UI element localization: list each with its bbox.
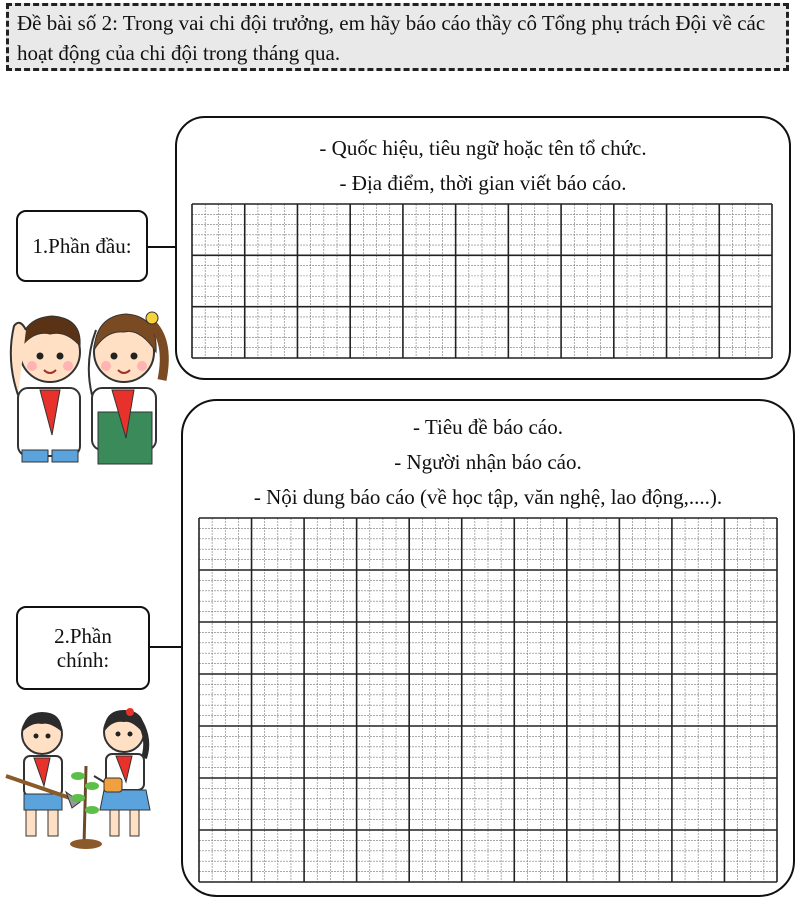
writing-grid-2[interactable] [198,517,778,883]
boy-saluting-figure [11,316,80,462]
writing-grid-1[interactable] [191,203,773,359]
students-saluting-illustration [0,300,175,465]
section-2-line-2: - Người nhận báo cáo. [394,450,582,474]
girl-watering-figure [94,708,150,836]
section-1-label [16,210,148,282]
section-1-line-2: - Địa điểm, thời gian viết báo cáo. [339,171,627,195]
students-planting-tree-illustration [0,706,175,851]
section-2-line-1: - Tiêu đề báo cáo. [413,415,563,439]
section-1-connector [148,246,176,248]
boy-digging-figure [6,712,80,836]
section-1-label-text: 1.Phần đầu: [32,234,132,258]
section-2-label-line2: chính: [56,648,110,672]
section-1-line-1: - Quốc hiệu, tiêu ngữ hoặc tên tổ chức. [319,136,647,160]
assignment-prompt-text: Đề bài số 2: Trong vai chi đội trưởng, em hãy báo cáo thầy cô Tổng phụ trách Đội về các hoạt động của chi đội trong tháng qua. [17,11,766,65]
girl-saluting-figure [89,312,164,464]
assignment-prompt [6,3,789,71]
section-2-label [16,606,150,690]
section-2-connector [150,646,182,648]
section-2-label-line1: 2.Phần [54,624,112,648]
section-2-line-3: - Nội dung báo cáo (về học tập, văn nghệ, lao động,....). [253,485,723,509]
